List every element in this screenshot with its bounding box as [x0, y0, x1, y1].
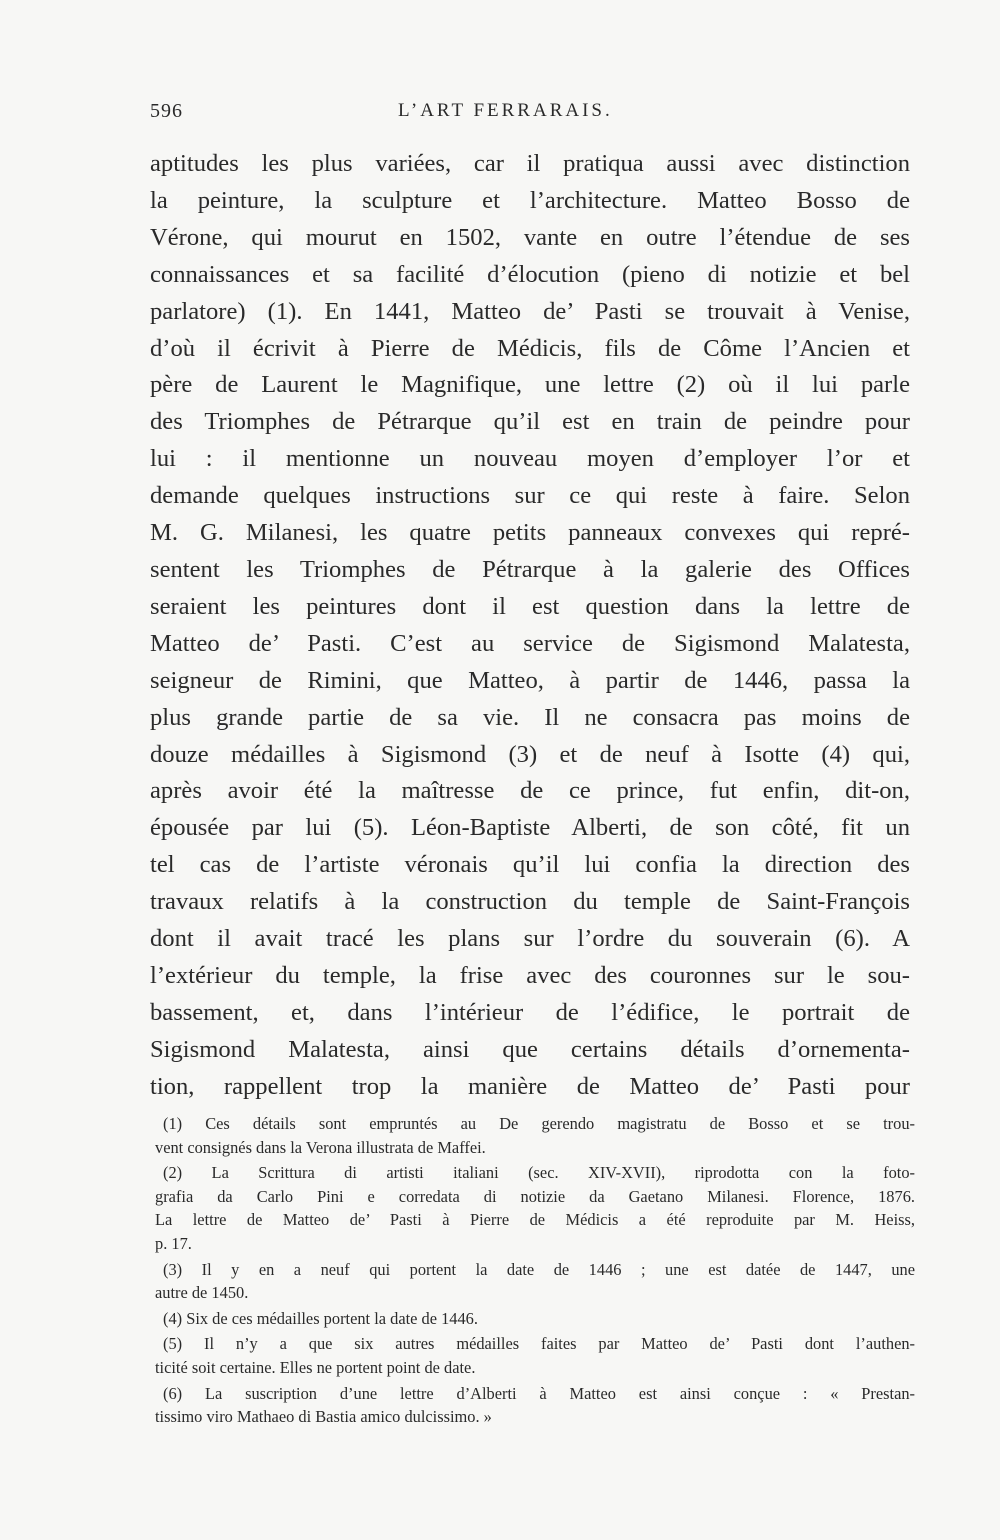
- text-line: seraient les peintures dont il est question dans la lettre de: [150, 592, 910, 620]
- page-header: [150, 100, 900, 130]
- footnote-3: [155, 1258, 915, 1305]
- footnote-6: [155, 1382, 915, 1429]
- footnote-line: (6) La suscription d’une lettre d’Alberti à Matteo est ainsi conçue : « Prestan-: [163, 1383, 915, 1403]
- text-line: Matteo de’ Pasti. C’est au service de Sigismond Malatesta,: [150, 629, 910, 657]
- page-number: 596: [150, 100, 183, 122]
- footnote-line: (1) Ces détails sont empruntés au De gerendo magistratu de Bosso et se trou-: [163, 1114, 915, 1133]
- text-line: seigneur de Rimini, que Matteo, à partir de 1446, passa la: [150, 666, 910, 694]
- footnote-4: [163, 1307, 915, 1331]
- footnote-line: La lettre de Matteo de’ Pasti à Pierre de Médicis a été reproduite par M. Heiss,: [155, 1210, 915, 1230]
- footnote-line: (4) Six de ces médailles portent la date de 1446.: [163, 1308, 478, 1328]
- text-line: dont il avait tracé les plans sur l’ordre du souverain (6). A: [150, 925, 910, 953]
- text-line: douze médailles à Sigismond (3) et de neuf à Isotte (4) qui,: [150, 740, 910, 768]
- text-line: aptitudes les plus variées, car il pratiqua aussi avec distinction: [150, 150, 910, 177]
- text-line: Sigismond Malatesta, ainsi que certains détails d’ornementa-: [150, 1035, 910, 1063]
- footnote-1: [155, 1112, 915, 1159]
- footnotes: [155, 1112, 915, 1429]
- text-line: la peinture, la sculpture et l’architecture. Matteo Bosso de: [150, 186, 910, 214]
- footnote-5: [155, 1332, 915, 1379]
- text-line: tion, rappellent trop la manière de Matteo de’ Pasti pour: [150, 1072, 910, 1100]
- text-line: M. G. Milanesi, les quatre petits panneaux convexes qui repré-: [150, 519, 910, 547]
- footnote-line: vent consignés dans la Verona illustrata de Maffei.: [155, 1137, 486, 1157]
- text-line: bassement, et, dans l’intérieur de l’édifice, le portrait de: [150, 998, 910, 1026]
- running-title: L’ART FERRARAIS.: [398, 100, 613, 121]
- text-line: plus grande partie de sa vie. Il ne consacra pas moins de: [150, 703, 910, 731]
- footnote-line: (2) La Scrittura di artisti italiani (sec. XIV-XVII), riprodotta con la foto-: [163, 1163, 915, 1183]
- footnote-line: ticité soit certaine. Elles ne portent point de date.: [155, 1357, 476, 1377]
- text-line: tel cas de l’artiste véronais qu’il lui confia la direction des: [150, 851, 910, 879]
- footnote-line: (5) Il n’y a que six autres médailles faites par Matteo de’ Pasti dont l’authen-: [163, 1334, 915, 1354]
- footnote-line: tissimo viro Mathaeo di Bastia amico dulcissimo. »: [155, 1407, 492, 1427]
- text-line: Vérone, qui mourut en 1502, vante en outre l’étendue de ses: [150, 223, 910, 251]
- footnote-line: (3) Il y en a neuf qui portent la date de 1446 ; une est datée de 1447, une: [163, 1259, 915, 1279]
- text-line: après avoir été la maîtresse de ce prince, fut enfin, dit-on,: [150, 777, 910, 805]
- footnote-line: grafia da Carlo Pini e corredata di notizie da Gaetano Milanesi. Florence, 1876.: [155, 1186, 915, 1206]
- text-line: sentent les Triomphes de Pétrarque à la galerie des Offices: [150, 555, 910, 583]
- footnote-line: p. 17.: [155, 1233, 192, 1253]
- footnote-line: autre de 1450.: [155, 1283, 249, 1303]
- text-line: demande quelques instructions sur ce qui reste à faire. Selon: [150, 482, 910, 510]
- text-line: d’où il écrivit à Pierre de Médicis, fils de Côme l’Ancien et: [150, 334, 910, 362]
- text-line: parlatore) (1). En 1441, Matteo de’ Pasti se trouvait à Venise,: [150, 297, 910, 325]
- text-line: des Triomphes de Pétrarque qu’il est en train de peindre pour: [150, 408, 910, 436]
- text-line: père de Laurent le Magnifique, une lettre (2) où il lui parle: [150, 371, 910, 399]
- text-line: connaissances et sa facilité d’élocution (pieno di notizie et bel: [150, 260, 910, 288]
- text-line: travaux relatifs à la construction du temple de Saint-François: [150, 888, 910, 916]
- main-text: [150, 146, 910, 1106]
- text-line: épousée par lui (5). Léon-Baptiste Alberti, de son côté, fit un: [150, 814, 910, 842]
- text-line: l’extérieur du temple, la frise avec des couronnes sur le sou-: [150, 961, 910, 989]
- text-line: lui : il mentionne un nouveau moyen d’employer l’or et: [150, 445, 910, 473]
- footnote-2: [155, 1161, 915, 1255]
